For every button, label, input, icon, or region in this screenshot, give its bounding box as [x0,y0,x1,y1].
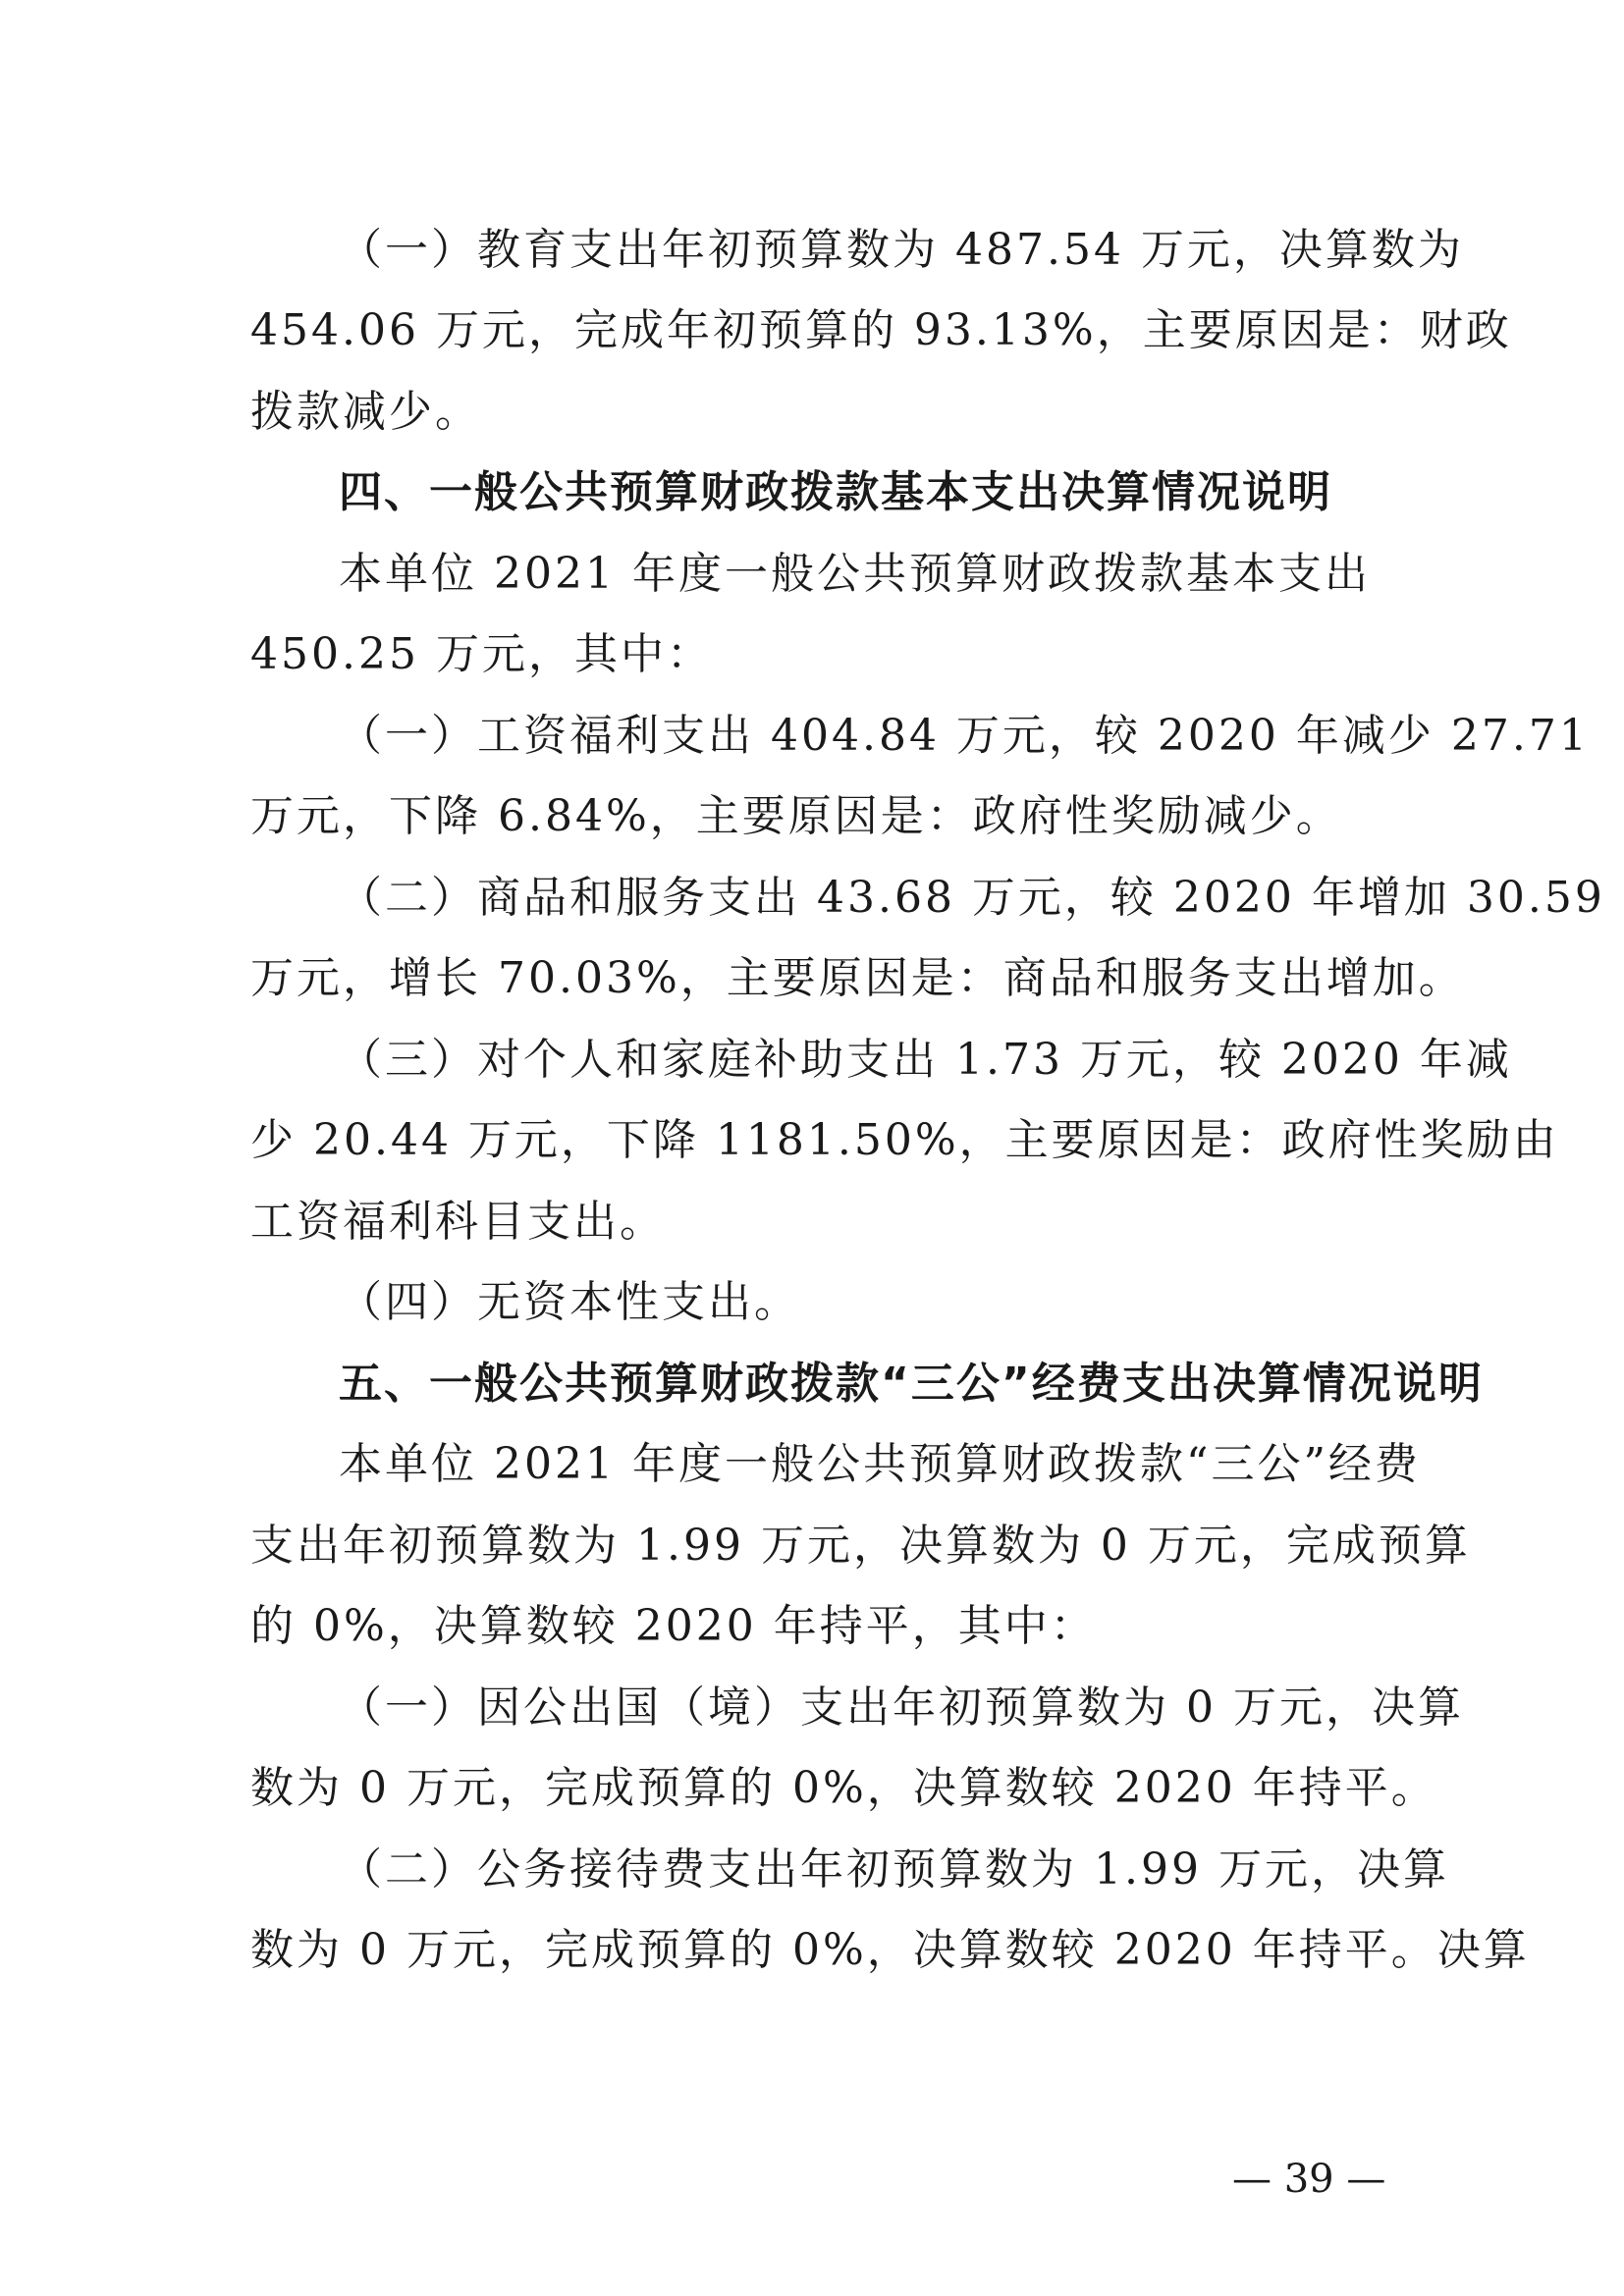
paragraph-goods-line-2: 万元，增长 70.03%，主要原因是：商品和服务支出增加。 [250,953,1465,1003]
paragraph-salary-line-1: （一）工资福利支出 404.84 万元，较 2020 年减少 27.71 [339,711,1590,761]
paragraph-basic-expense-line-1: 本单位 2021 年度一般公共预算财政拨款基本支出 [339,549,1371,599]
paragraph-education-line-3: 拨款减少。 [250,387,481,437]
paragraph-subsidy-line-1: （三）对个人和家庭补助支出 1.73 万元，较 2020 年减 [339,1035,1512,1085]
page-number: — 39 — [1232,2157,1386,2202]
paragraph-capital-line-1: （四）无资本性支出。 [339,1277,800,1327]
paragraph-three-public-line-2: 支出年初预算数为 1.99 万元，决算数为 0 万元，完成预算 [250,1521,1471,1571]
paragraph-goods-line-1: （二）商品和服务支出 43.68 万元，较 2020 年增加 30.59 [339,873,1605,923]
paragraph-reception-line-1: （二）公务接待费支出年初预算数为 1.99 万元，决算 [339,1844,1449,1895]
paragraph-abroad-line-1: （一）因公出国（境）支出年初预算数为 0 万元，决算 [339,1682,1464,1733]
section-heading-4: 四、一般公共预算财政拨款基本支出决算情况说明 [339,467,1332,517]
paragraph-three-public-line-3: 的 0%，决算数较 2020 年持平，其中： [250,1601,1097,1651]
paragraph-subsidy-line-2: 少 20.44 万元，下降 1181.50%，主要原因是：政府性奖励由 [250,1115,1559,1165]
paragraph-abroad-line-2: 数为 0 万元，完成预算的 0%，决算数较 2020 年持平。 [250,1763,1437,1813]
paragraph-basic-expense-line-2: 450.25 万元，其中： [250,629,713,679]
paragraph-reception-line-2: 数为 0 万元，完成预算的 0%，决算数较 2020 年持平。决算 [250,1925,1530,1975]
paragraph-education-line-1: （一）教育支出年初预算数为 487.54 万元，决算数为 [339,225,1464,275]
paragraph-salary-line-2: 万元，下降 6.84%，主要原因是：政府性奖励减少。 [250,791,1342,841]
paragraph-three-public-line-1: 本单位 2021 年度一般公共预算财政拨款“三公”经费 [339,1439,1421,1489]
section-heading-5: 五、一般公共预算财政拨款“三公”经费支出决算情况说明 [339,1359,1484,1409]
paragraph-subsidy-line-3: 工资福利科目支出。 [250,1197,666,1247]
paragraph-education-line-2: 454.06 万元，完成年初预算的 93.13%，主要原因是：财政 [250,305,1512,355]
